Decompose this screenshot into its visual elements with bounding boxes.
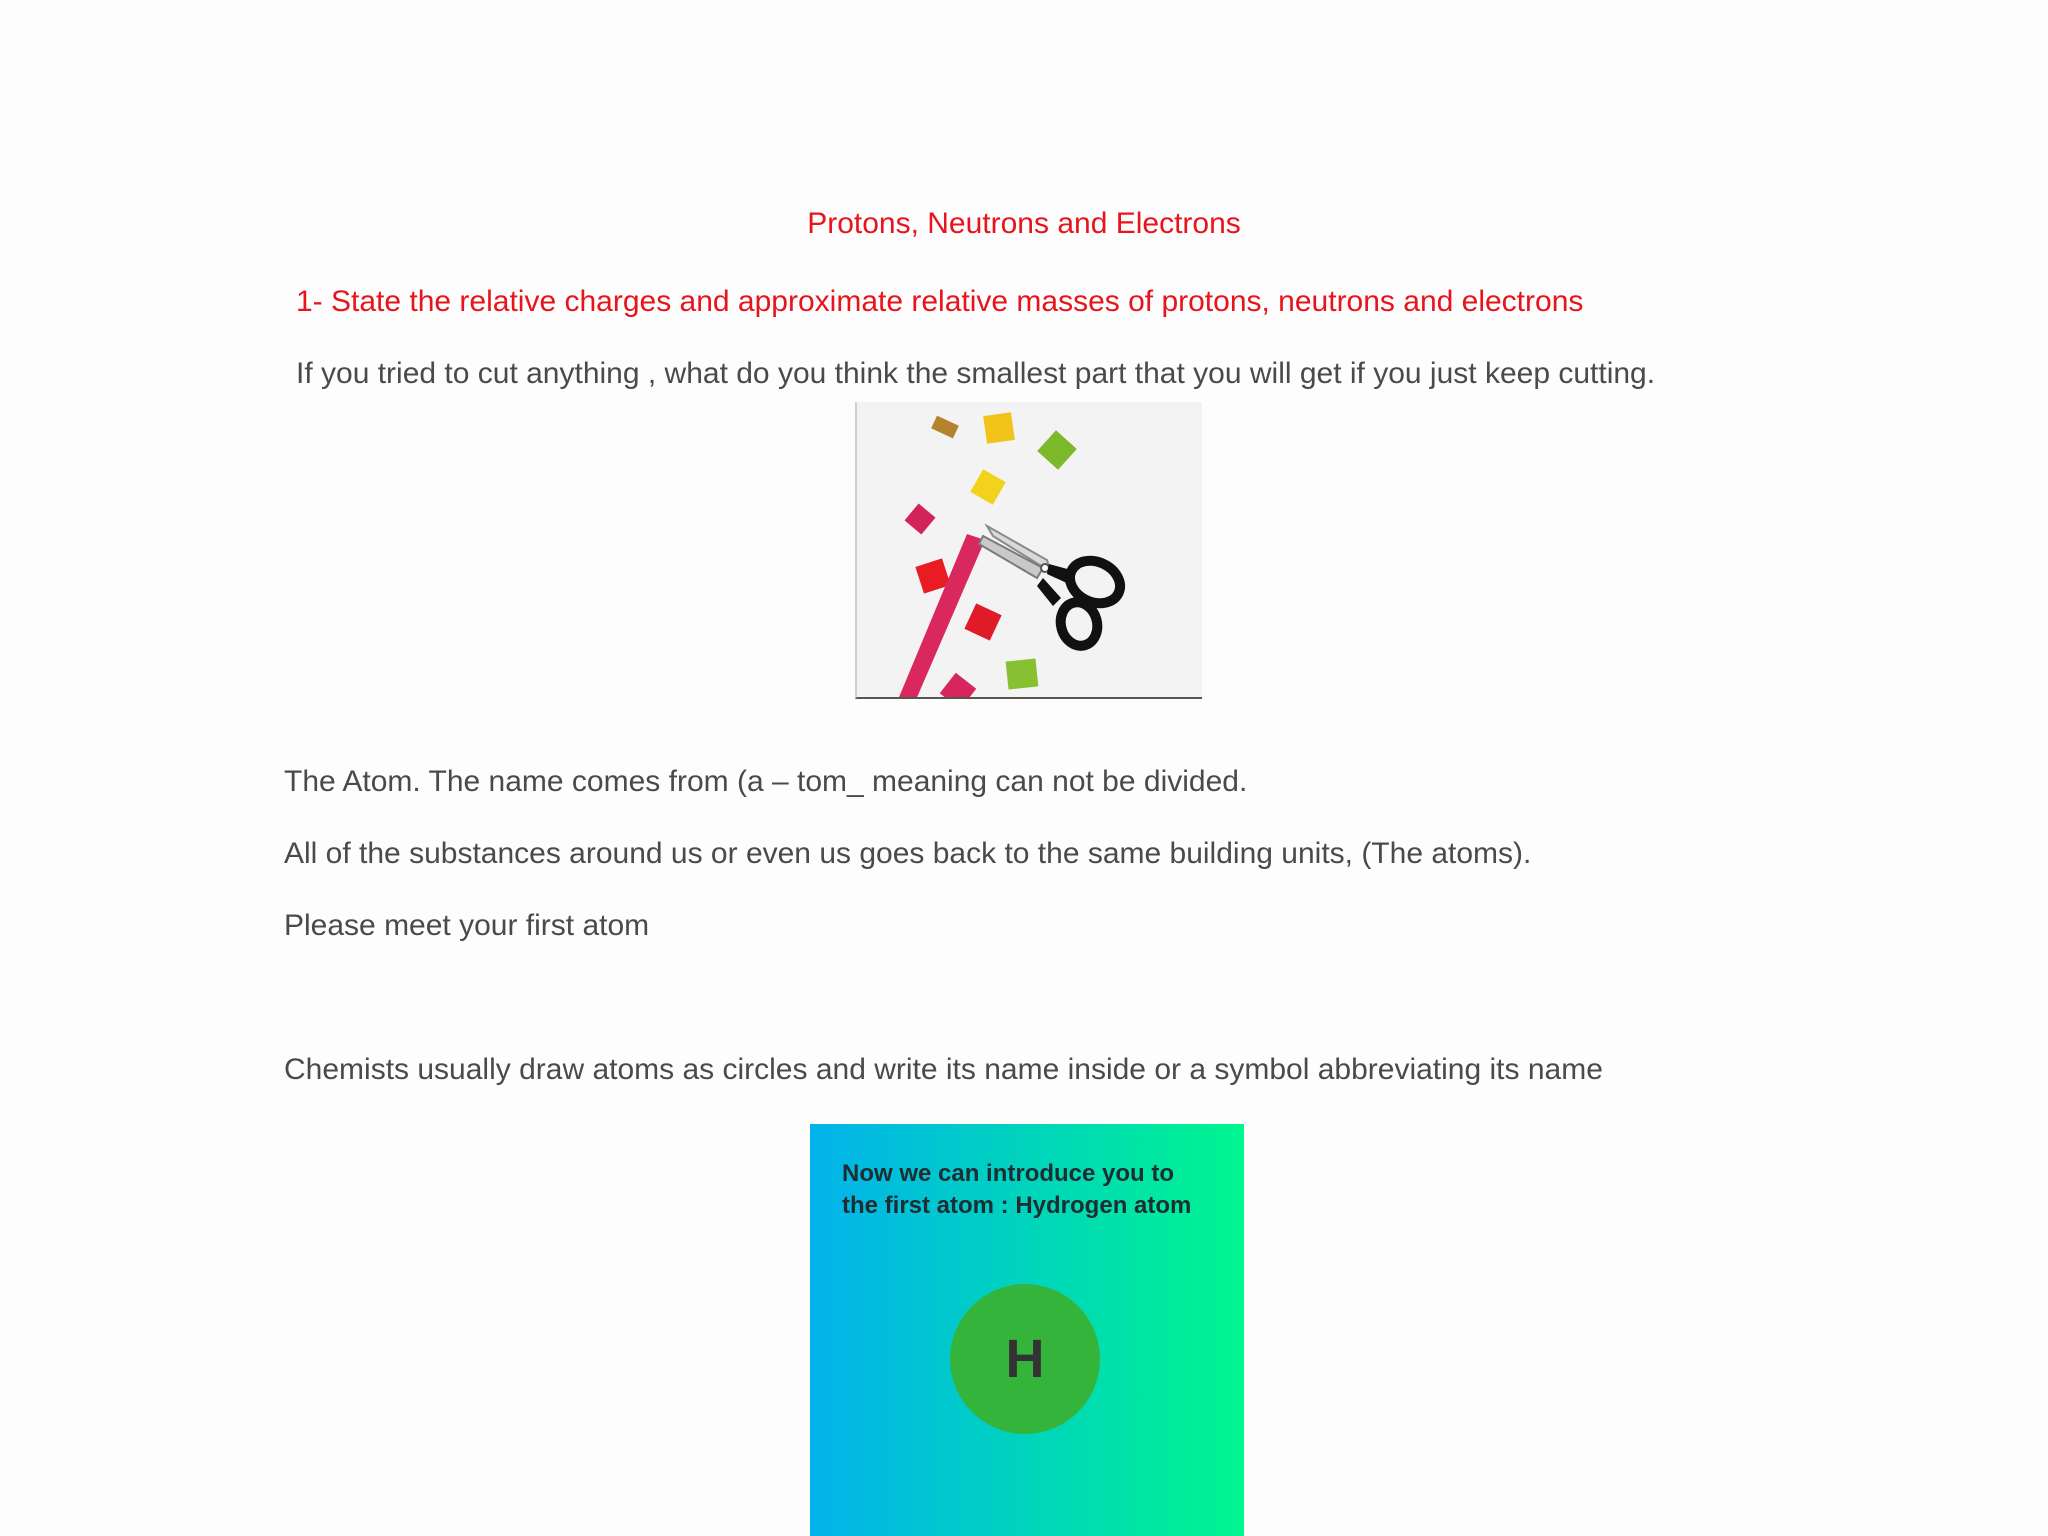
learning-objective: 1- State the relative charges and approximate relative masses of protons, neutrons and electrons	[296, 285, 1584, 318]
hydrogen-atom-circle	[950, 1284, 1100, 1434]
hydrogen-caption-line2: the first atom : Hydrogen atom	[842, 1192, 1192, 1219]
hydrogen-symbol: H	[1005, 1329, 1045, 1389]
substances-statement: All of the substances around us or even us goes back to the same building units, (The atoms).	[284, 837, 1532, 870]
hydrogen-caption-line1: Now we can introduce you to	[842, 1160, 1175, 1187]
chemists-statement: Chemists usually draw atoms as circles and write its name inside or a symbol abbreviating its name	[284, 1053, 1603, 1086]
document-title: Protons, Neutrons and Electrons	[807, 207, 1241, 240]
atom-name-origin: The Atom. The name comes from (a – tom_ meaning can not be divided.	[284, 765, 1248, 798]
meet-atom-statement: Please meet your first atom	[284, 909, 650, 942]
hydrogen-atom-figure	[810, 1124, 1244, 1536]
scissors-figure	[855, 402, 1202, 699]
hydrogen-caption	[842, 1158, 1232, 1222]
intro-question: If you tried to cut anything , what do you think the smallest part that you will get if you just keep cutting.	[296, 357, 1656, 390]
scissors-cutting-strip-icon	[857, 402, 1202, 697]
